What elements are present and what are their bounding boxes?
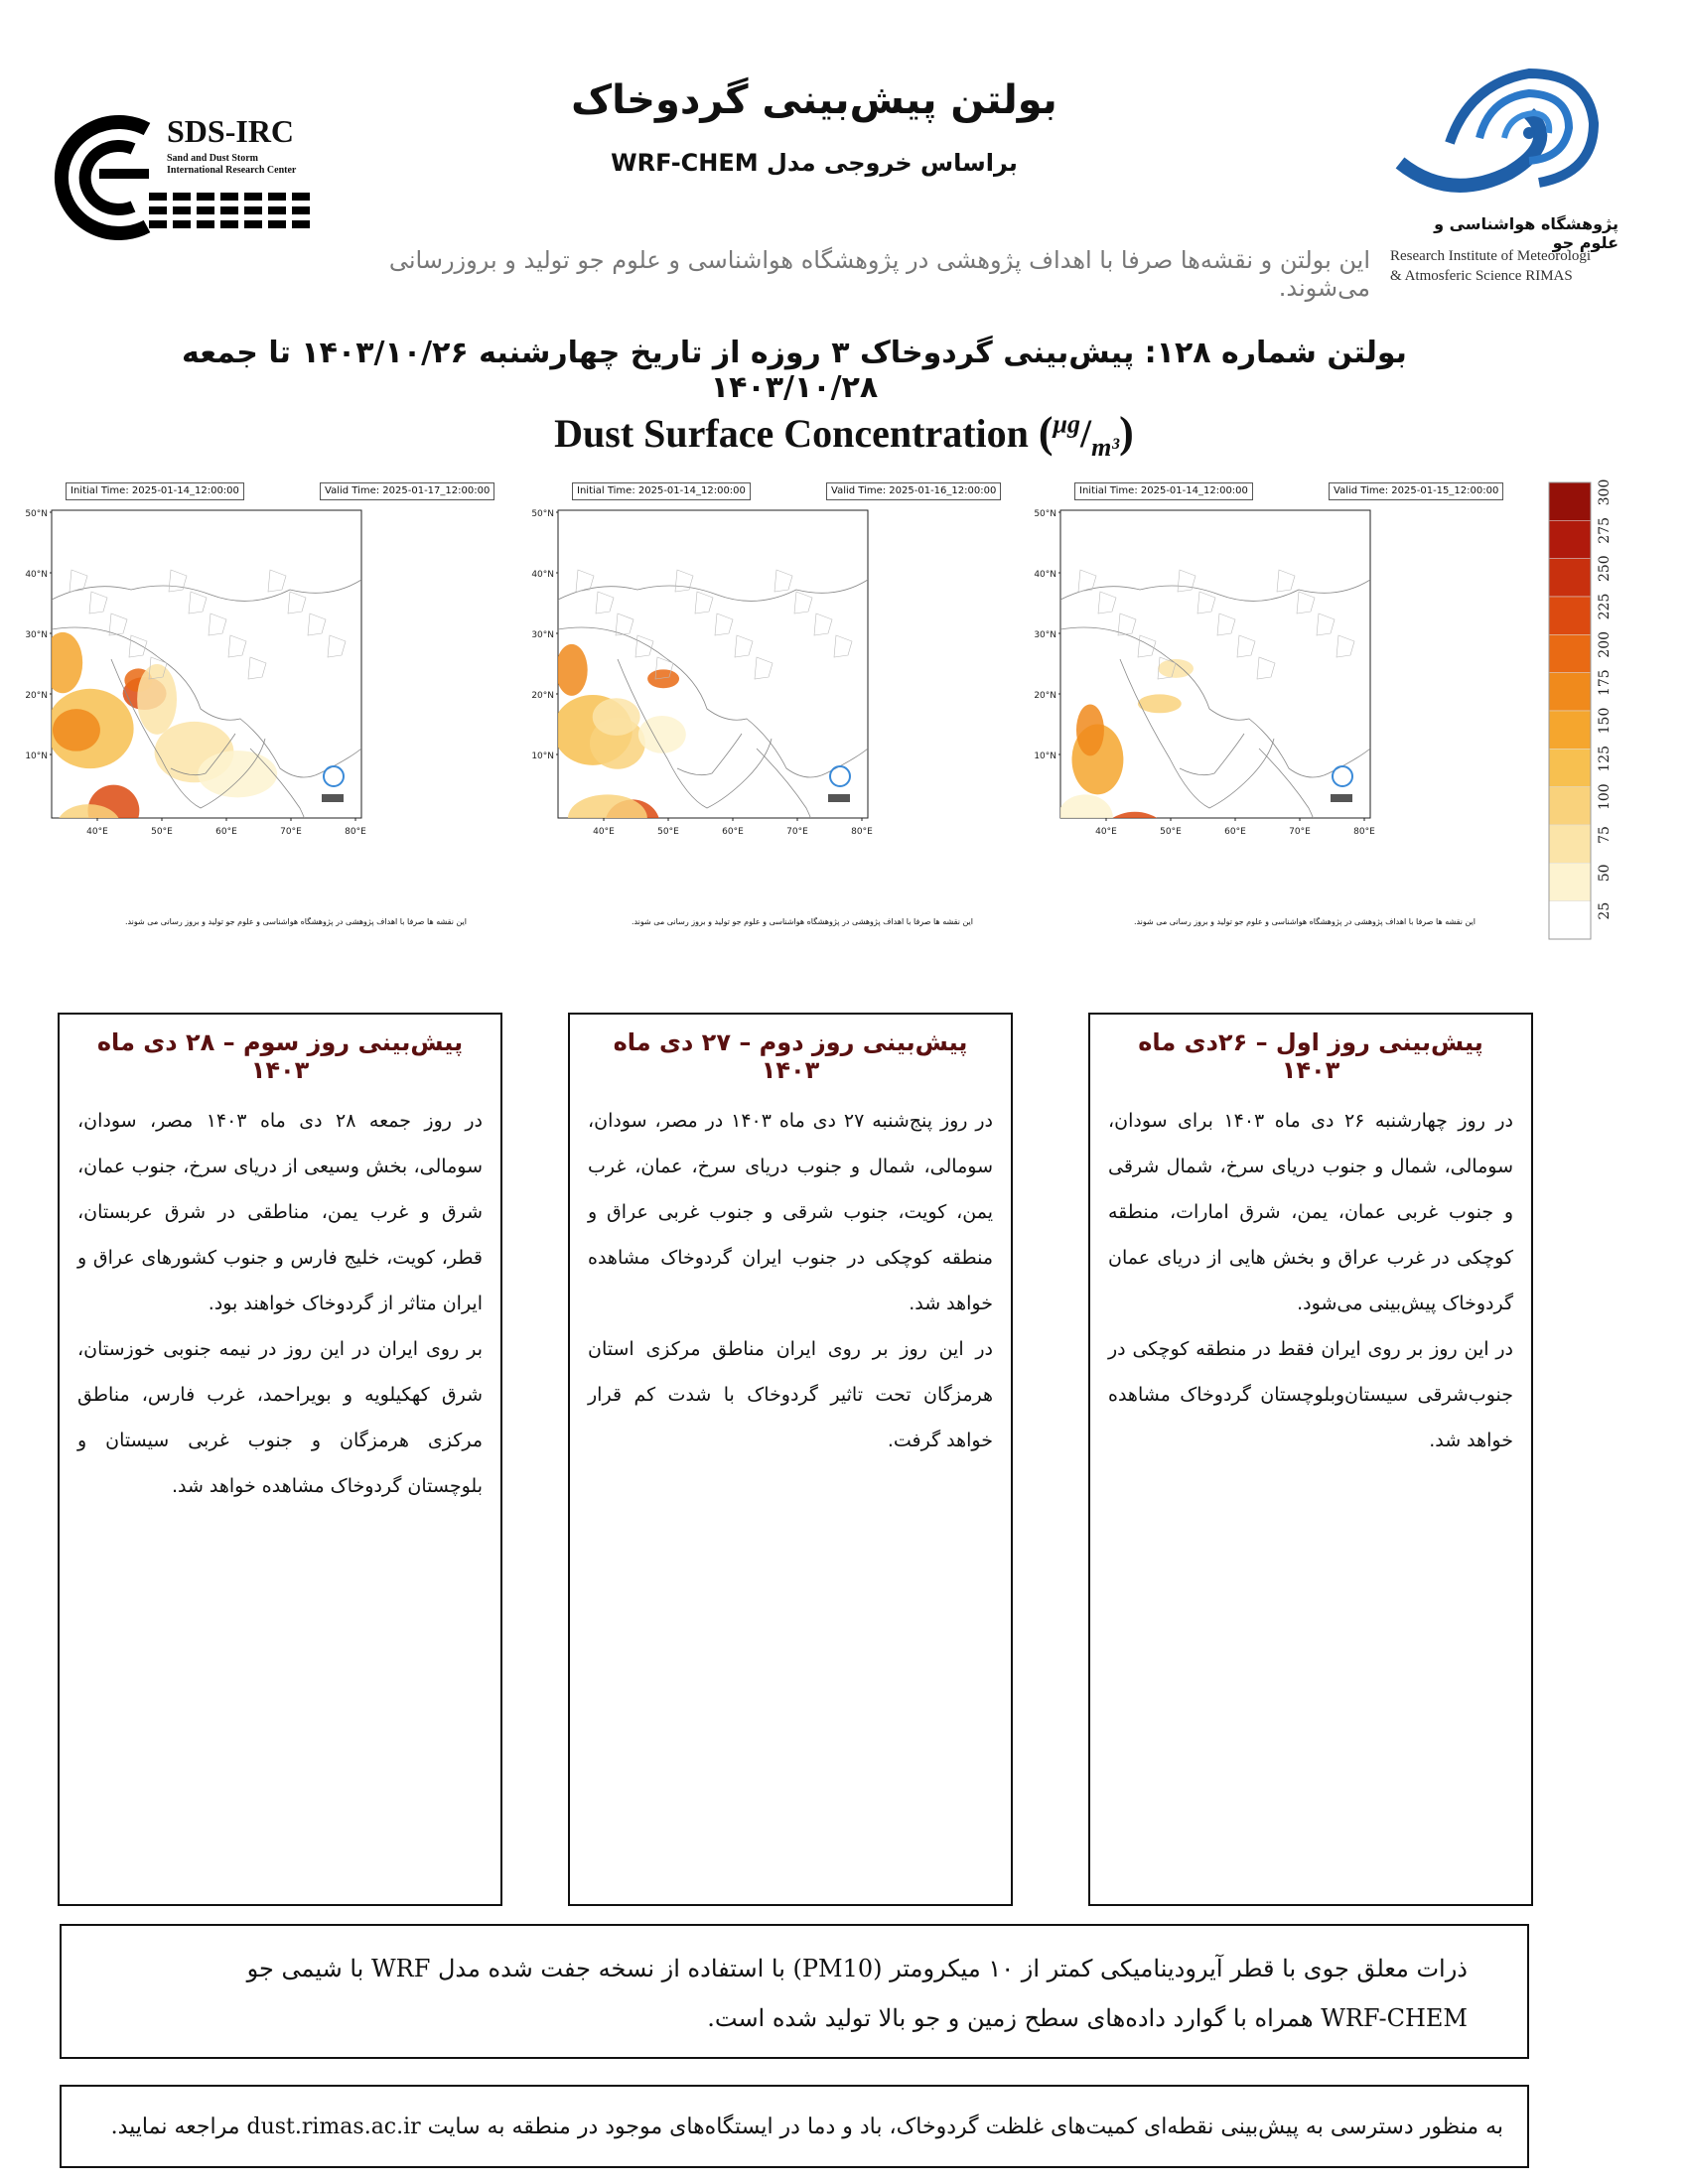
map-panel-day3 <box>25 482 526 926</box>
forecast-day1-paragraph1: در روز چهارشنبه ۲۶ دی ماه ۱۴۰۳ برای سودان، سومالی، شمال و جنوب دریای سرخ، شمال شرقی و جنوب غربی عمان، یمن، شرق امارات، منطقه کوچکی در غرب عراق و بخش هایی از دریای عمان گردوخاک پیش‌بینی می‌شود. <box>1108 1110 1514 1314</box>
valid-time-label: Valid Time: 2025-01-15_12:00:00 <box>1329 482 1503 500</box>
dust-plume <box>1099 812 1171 869</box>
sds-irc-line1: Sand and Dust Storm <box>167 153 258 164</box>
longitude-label: 40°E <box>1095 827 1117 837</box>
initial-time-label: Initial Time: 2025-01-14_12:00:00 <box>66 482 244 500</box>
sds-mini-icon <box>828 794 850 802</box>
sds-irc-name: SDS-IRC <box>167 113 295 149</box>
forecast-day3-paragraph2: بر روی ایران در این روز در نیمه جنوبی خوزستان، شرق کهکیلویه و بویراحمد، غرب فارس، مناطق مرکزی هرمزگان و جنوب غربی سیستان و بلوچستان گردوخاک مشاهده خواهد شد. <box>77 1338 483 1497</box>
map-title-unit-num: μg <box>1053 409 1081 439</box>
longitude-label: 70°E <box>280 827 302 837</box>
rimas-line2: & Atmosferic Science RIMAS <box>1390 268 1573 284</box>
research-disclaimer: این بولتن و نقشه‌ها صرفا با اهداف پژوهشی در پژوهشگاه هواشناسی و علوم جو تولید و بروزرسانی می‌شوند. <box>388 246 1370 302</box>
dust-map-day3 <box>25 482 526 899</box>
rimas-line1: Research Institute of Meteorologi <box>1390 248 1592 264</box>
dust-plume <box>43 632 82 693</box>
colorbar-swatch <box>1549 520 1591 558</box>
colorbar-tick-label: 25 <box>1597 901 1613 920</box>
valid-time-label: Valid Time: 2025-01-17_12:00:00 <box>320 482 494 500</box>
colorbar-tick-label: 275 <box>1597 516 1613 544</box>
model-note-line2: WRF-CHEM همراه با گوارد داده‌های سطح زمین و جو بالا تولید شده است. <box>707 2004 1468 2032</box>
forecast-day3-paragraph1: در روز جمعه ۲۸ دی ماه ۱۴۰۳ مصر، سودان، سومالی، بخش وسیعی از دریای سرخ، جنوب عمان، شرق و غرب یمن، مناطقی در شرق عربستان، قطر، کویت، خلیج فارس و جنوب کشورهای عراق و ایران متاثر از گردوخاک خواهند بود. <box>77 1110 483 1314</box>
valid-time-label: Valid Time: 2025-01-16_12:00:00 <box>826 482 1001 500</box>
sds-mini-icon <box>322 794 344 802</box>
bulletin-number-title: بولتن شماره ۱۲۸: پیش‌بینی گردوخاک ۳ روزه از تاریخ چهارشنبه ۱۴۰۳/۱۰/۲۶ تا جمعه ۱۴۰۳/۱۰/۲۸ <box>182 336 1407 405</box>
map-panel-day1 <box>1034 482 1535 926</box>
dust-plume <box>137 664 177 735</box>
forecast-day1-title: پیش‌بینی روز اول – ۲۶دی ماه ۱۴۰۳ <box>1138 1028 1483 1084</box>
latitude-label: 10°N <box>531 751 554 761</box>
latitude-label: 40°N <box>25 570 48 580</box>
latitude-label: 50°N <box>25 509 48 519</box>
colorbar-swatch <box>1549 634 1591 672</box>
sds-irc-logo <box>38 111 336 240</box>
longitude-label: 50°E <box>151 827 173 837</box>
rimas-fa-name: پژوهشگاه هواشناسی و علوم جو <box>1434 214 1618 252</box>
forecast-day3-box <box>58 1013 502 1906</box>
dust-plume <box>1158 659 1194 678</box>
dust-plume <box>53 709 100 751</box>
model-note-box <box>60 1924 1529 2059</box>
colorbar-swatch <box>1549 597 1591 634</box>
longitude-label: 40°E <box>593 827 615 837</box>
map-panel-day2 <box>531 482 1033 926</box>
longitude-label: 70°E <box>1289 827 1311 837</box>
forecast-day2-box <box>568 1013 1013 1906</box>
latitude-label: 10°N <box>25 751 48 761</box>
latitude-label: 20°N <box>25 691 48 701</box>
forecast-day2-title: پیش‌بینی روز دوم – ۲۷ دی ماه ۱۴۰۳ <box>613 1028 968 1084</box>
map-note: این نقشه ها صرفا با اهداف پژوهشی در پژوهشگاه هواشناسی و علوم جو تولید و بروز رسانی می شوند. <box>1133 917 1476 926</box>
longitude-label: 60°E <box>215 827 237 837</box>
colorbar-tick-label: 200 <box>1597 630 1613 658</box>
dust-plume <box>1076 704 1104 755</box>
colorbar-swatch <box>1549 482 1591 520</box>
colorbar-swatch <box>1549 901 1591 939</box>
colorbar-tick-label: 150 <box>1597 707 1613 735</box>
dust-plume <box>638 716 686 753</box>
colorbar-tick-label: 175 <box>1597 669 1613 697</box>
colorbar-tick-label: 100 <box>1597 783 1613 811</box>
colorbar-tick-label: 75 <box>1597 826 1613 844</box>
website-note-box <box>60 2085 1529 2168</box>
map-note: این نقشه ها صرفا با اهداف پژوهشی در پژوهشگاه هواشناسی و علوم جو تولید و بروز رسانی می شوند. <box>631 917 973 926</box>
latitude-label: 20°N <box>1034 691 1056 701</box>
map-title-text: Dust Surface Concentration <box>554 411 1029 456</box>
colorbar-tick-label: 50 <box>1597 864 1613 883</box>
forecast-day1-paragraph2: در این روز بر روی ایران فقط در منطقه کوچکی در جنوب‌شرقی سیستان‌وبلوچستان گردوخاک مشاهده خواهد شد. <box>1108 1338 1513 1451</box>
latitude-label: 30°N <box>25 630 48 640</box>
longitude-label: 80°E <box>345 827 366 837</box>
colorbar-swatch <box>1549 787 1591 825</box>
longitude-label: 40°E <box>86 827 108 837</box>
bulletin-header-title: بولتن پیش‌بینی گردوخاک <box>571 77 1057 123</box>
dust-plume <box>647 669 679 688</box>
colorbar-swatch <box>1549 711 1591 749</box>
colorbar <box>1547 478 1626 949</box>
sds-mini-icon <box>1331 794 1352 802</box>
longitude-label: 80°E <box>1353 827 1375 837</box>
initial-time-label: Initial Time: 2025-01-14_12:00:00 <box>1074 482 1253 500</box>
dust-plume <box>198 751 277 797</box>
latitude-label: 30°N <box>531 630 554 640</box>
forecast-day2-paragraph1: در روز پنج‌شنبه ۲۷ دی ماه ۱۴۰۳ در مصر، سودان، سومالی، شمال و جنوب دریای سرخ، عمان، غرب یمن، کویت، جنوب شرقی و جنوب غربی عراق و منطقه کوچکی در جنوب ایران گردوخاک مشاهده خواهد شد. <box>588 1110 993 1314</box>
colorbar-scale <box>1547 478 1626 949</box>
latitude-label: 50°N <box>531 509 554 519</box>
longitude-label: 50°E <box>1160 827 1182 837</box>
website-note-text: به منظور دسترسی به پیش‌بینی نقطه‌ای کمیت‌های غلظت گردوخاک، باد و دما در ایستگاه‌های موجود در منطقه به سایت dust.rimas.ac.ir مراجعه نمایید. <box>110 2115 1503 2139</box>
colorbar-swatch <box>1549 673 1591 711</box>
latitude-label: 40°N <box>531 570 554 580</box>
longitude-label: 50°E <box>657 827 679 837</box>
latitude-label: 40°N <box>1034 570 1056 580</box>
dust-plume <box>57 804 120 847</box>
colorbar-tick-label: 225 <box>1597 593 1613 620</box>
forecast-day3-title: پیش‌بینی روز سوم – ۲۸ دی ماه ۱۴۰۳ <box>96 1028 464 1084</box>
map-note: این نقشه ها صرفا با اهداف پژوهشی در پژوهشگاه هواشناسی و علوم جو تولید و بروز رسانی می شوند. <box>124 917 467 926</box>
dust-map-day1 <box>1034 482 1535 899</box>
bulletin-header-subtitle: براساس خروجی مدل WRF-CHEM <box>611 149 1018 177</box>
latitude-label: 20°N <box>531 691 554 701</box>
sds-irc-line2: International Research Center <box>167 165 297 176</box>
colorbar-swatch <box>1549 825 1591 863</box>
model-note-line1: ذرات معلق جوی با قطر آیرودینامیکی کمتر از ۱۰ میکرومتر (PM10) با استفاده از نسخه جفت شده مدل WRF با شیمی جو <box>246 1955 1468 1982</box>
longitude-label: 60°E <box>722 827 744 837</box>
colorbar-tick-label: 250 <box>1597 555 1613 583</box>
colorbar-swatch <box>1549 863 1591 900</box>
dust-plume <box>1138 694 1182 713</box>
latitude-label: 50°N <box>1034 509 1056 519</box>
colorbar-swatch <box>1549 749 1591 786</box>
colorbar-swatch <box>1549 559 1591 597</box>
rimas-logo-mark <box>1390 44 1618 212</box>
map-title-unit-den: m³ <box>1091 433 1120 462</box>
dust-plume <box>556 644 588 696</box>
longitude-label: 70°E <box>786 827 808 837</box>
latitude-label: 10°N <box>1034 751 1056 761</box>
longitude-label: 60°E <box>1224 827 1246 837</box>
forecast-day2-paragraph2: در این روز بر روی ایران مناطق مرکزی استان هرمزگان تحت تاثیر گردوخاک با شدت کم قرار خواهد گرفت. <box>588 1338 993 1451</box>
colorbar-tick-label: 125 <box>1597 745 1613 772</box>
forecast-day1-box <box>1088 1013 1533 1906</box>
rimas-logo <box>1390 44 1618 294</box>
map-title: Dust Surface Concentration $(^{\mu g}/_{m^3})$ <box>554 408 1134 462</box>
latitude-label: 30°N <box>1034 630 1056 640</box>
dust-map-day2 <box>531 482 1033 899</box>
dust-plume <box>593 698 640 736</box>
colorbar-tick-label: 300 <box>1597 478 1613 506</box>
longitude-label: 80°E <box>851 827 873 837</box>
initial-time-label: Initial Time: 2025-01-14_12:00:00 <box>572 482 751 500</box>
